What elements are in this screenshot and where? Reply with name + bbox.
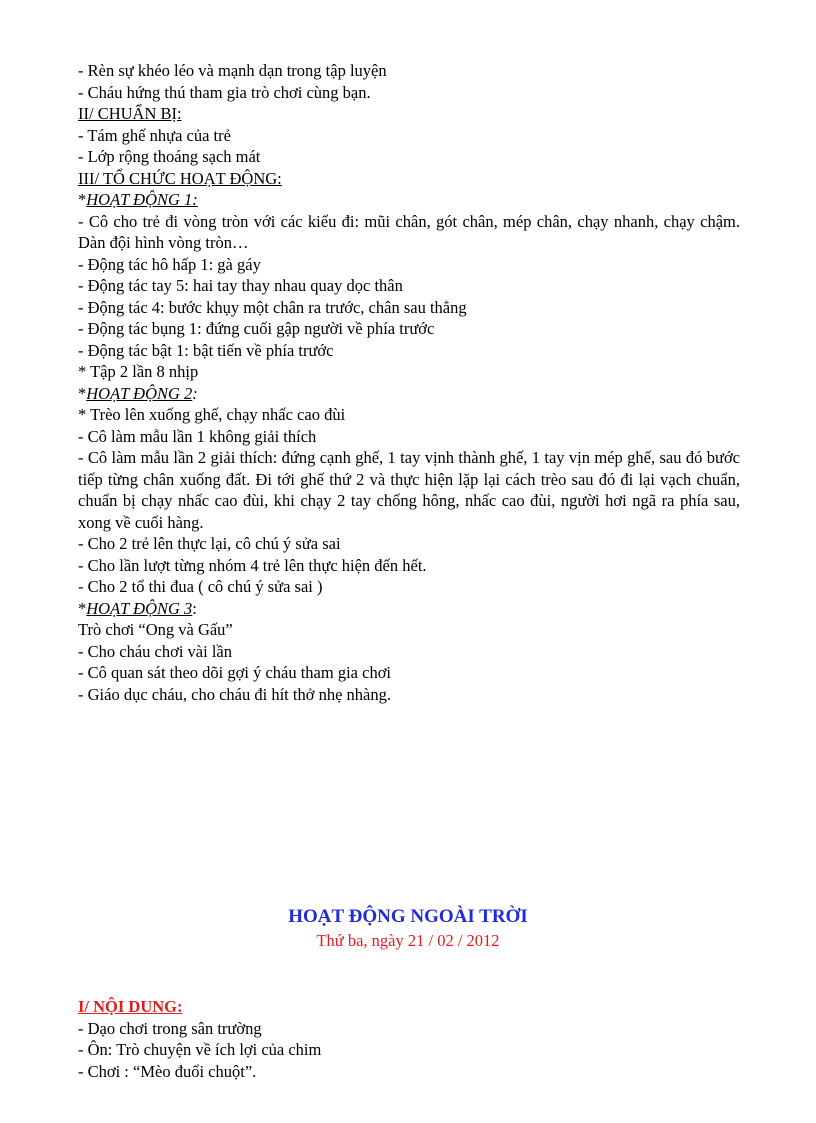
outdoor-item: - Ôn: Trò chuyện về ích lợi của chim [78,1040,322,1059]
outdoor-title: HOẠT ĐỘNG NGOÀI TRỜI [288,906,528,927]
activity-2-star: * [78,383,87,403]
activity-3-item: Trò chơi “Ong và Gấu” [78,620,233,639]
activity-2-paragraph: - Cô làm mẫu lần 2 giải thích: đứng cạnh ghế, 1 tay vịnh thành ghế, 1 tay vịn mép ghế, sau đó bước tiếp từng chân xuống đất. Đi tới ghế thứ 2 và thực hiện lặp lại cách trèo sau đó đi lại vạch chuẩn, chuẩn bị chạy nhấc cao đùi, khi chạy 2 tay chống hông, nhấc cao đùi, người hơi ngã ra phía sau, xong về cuối hàng. [78,448,740,532]
activity-1-item: - Động tác tay 5: hai tay thay nhau quay dọc thân [78,276,403,295]
outdoor-item: - Chơi : “Mèo đuổi chuột”. [78,1061,257,1081]
activity-3-colon: : [192,598,197,618]
activity-3-heading [78,598,740,620]
activity-1-item: - Động tác hô hấp 1: gà gáy [78,254,261,274]
outdoor-content [78,996,740,1082]
activity-1-label: HOẠT ĐỘNG 1: [86,190,198,209]
activity-2-heading [78,383,740,405]
activity-3-star: * [78,598,87,618]
activity-2-colon: : [192,383,198,403]
activity-1-item: - Động tác bật 1: bật tiến về phía trước [78,340,334,360]
preparation-item: - Lớp rộng thoáng sạch mát [78,147,261,166]
activity-1-star: * [78,190,87,209]
activity-3-label: HOẠT ĐỘNG 3 [86,598,193,618]
objective-line: - Rèn sự khéo léo và mạnh dạn trong tập luyện [78,61,387,80]
activity-3-item: - Cô quan sát theo dõi gợi ý cháu tham gia chơi [78,663,392,682]
activity-2-label: HOẠT ĐỘNG 2 [86,383,193,403]
activity-1-item: - Động tác bụng 1: đứng cuối gập người về phía trước [78,319,435,338]
outdoor-item: - Dạo chơi trong sân trường [78,1018,262,1038]
activity-3-item: - Giáo dục cháu, cho cháu đi hít thở nhẹ nhàng. [78,684,391,704]
outdoor-section-heading: I/ NỘI DUNG: [78,997,183,1016]
activity-1-item: - Động tác 4: bước khụy một chân ra trước, chân sau thẳng [78,297,467,317]
section-heading-preparation: II/ CHUẨN BỊ: [78,104,182,123]
activity-2-item: - Cô làm mẫu lần 1 không giải thích [78,426,317,446]
document-body [78,60,740,705]
activity-1-paragraph: - Cô cho trẻ đi vòng tròn với các kiểu đi: mũi chân, gót chân, mép chân, chạy nhanh, chạy chậm. Dàn đội hình vòng tròn… [78,211,740,252]
activity-3-item: - Cho cháu chơi vài lần [78,641,232,661]
activity-2-item: - Cho 2 trẻ lên thực lại, cô chú ý sửa sai [78,534,341,553]
activity-1-heading [78,189,740,211]
activity-2-item: * Trèo lên xuống ghế, chạy nhấc cao đùi [78,405,346,424]
objective-line: - Cháu hứng thú tham gia trò chơi cùng bạn. [78,82,371,102]
activity-1-item: * Tập 2 lần 8 nhịp [78,362,199,381]
outdoor-date: Thứ ba, ngày 21 / 02 / 2012 [316,931,500,950]
section-heading-organization: III/ TỔ CHỨC HOẠT ĐỘNG: [78,168,282,188]
activity-2-item: - Cho 2 tổ thi đua ( cô chú ý sửa sai ) [78,577,323,596]
activity-2-item: - Cho lần lượt từng nhóm 4 trẻ lên thực hiện đến hết. [78,555,427,575]
preparation-item: - Tám ghế nhựa của trẻ [78,125,231,145]
